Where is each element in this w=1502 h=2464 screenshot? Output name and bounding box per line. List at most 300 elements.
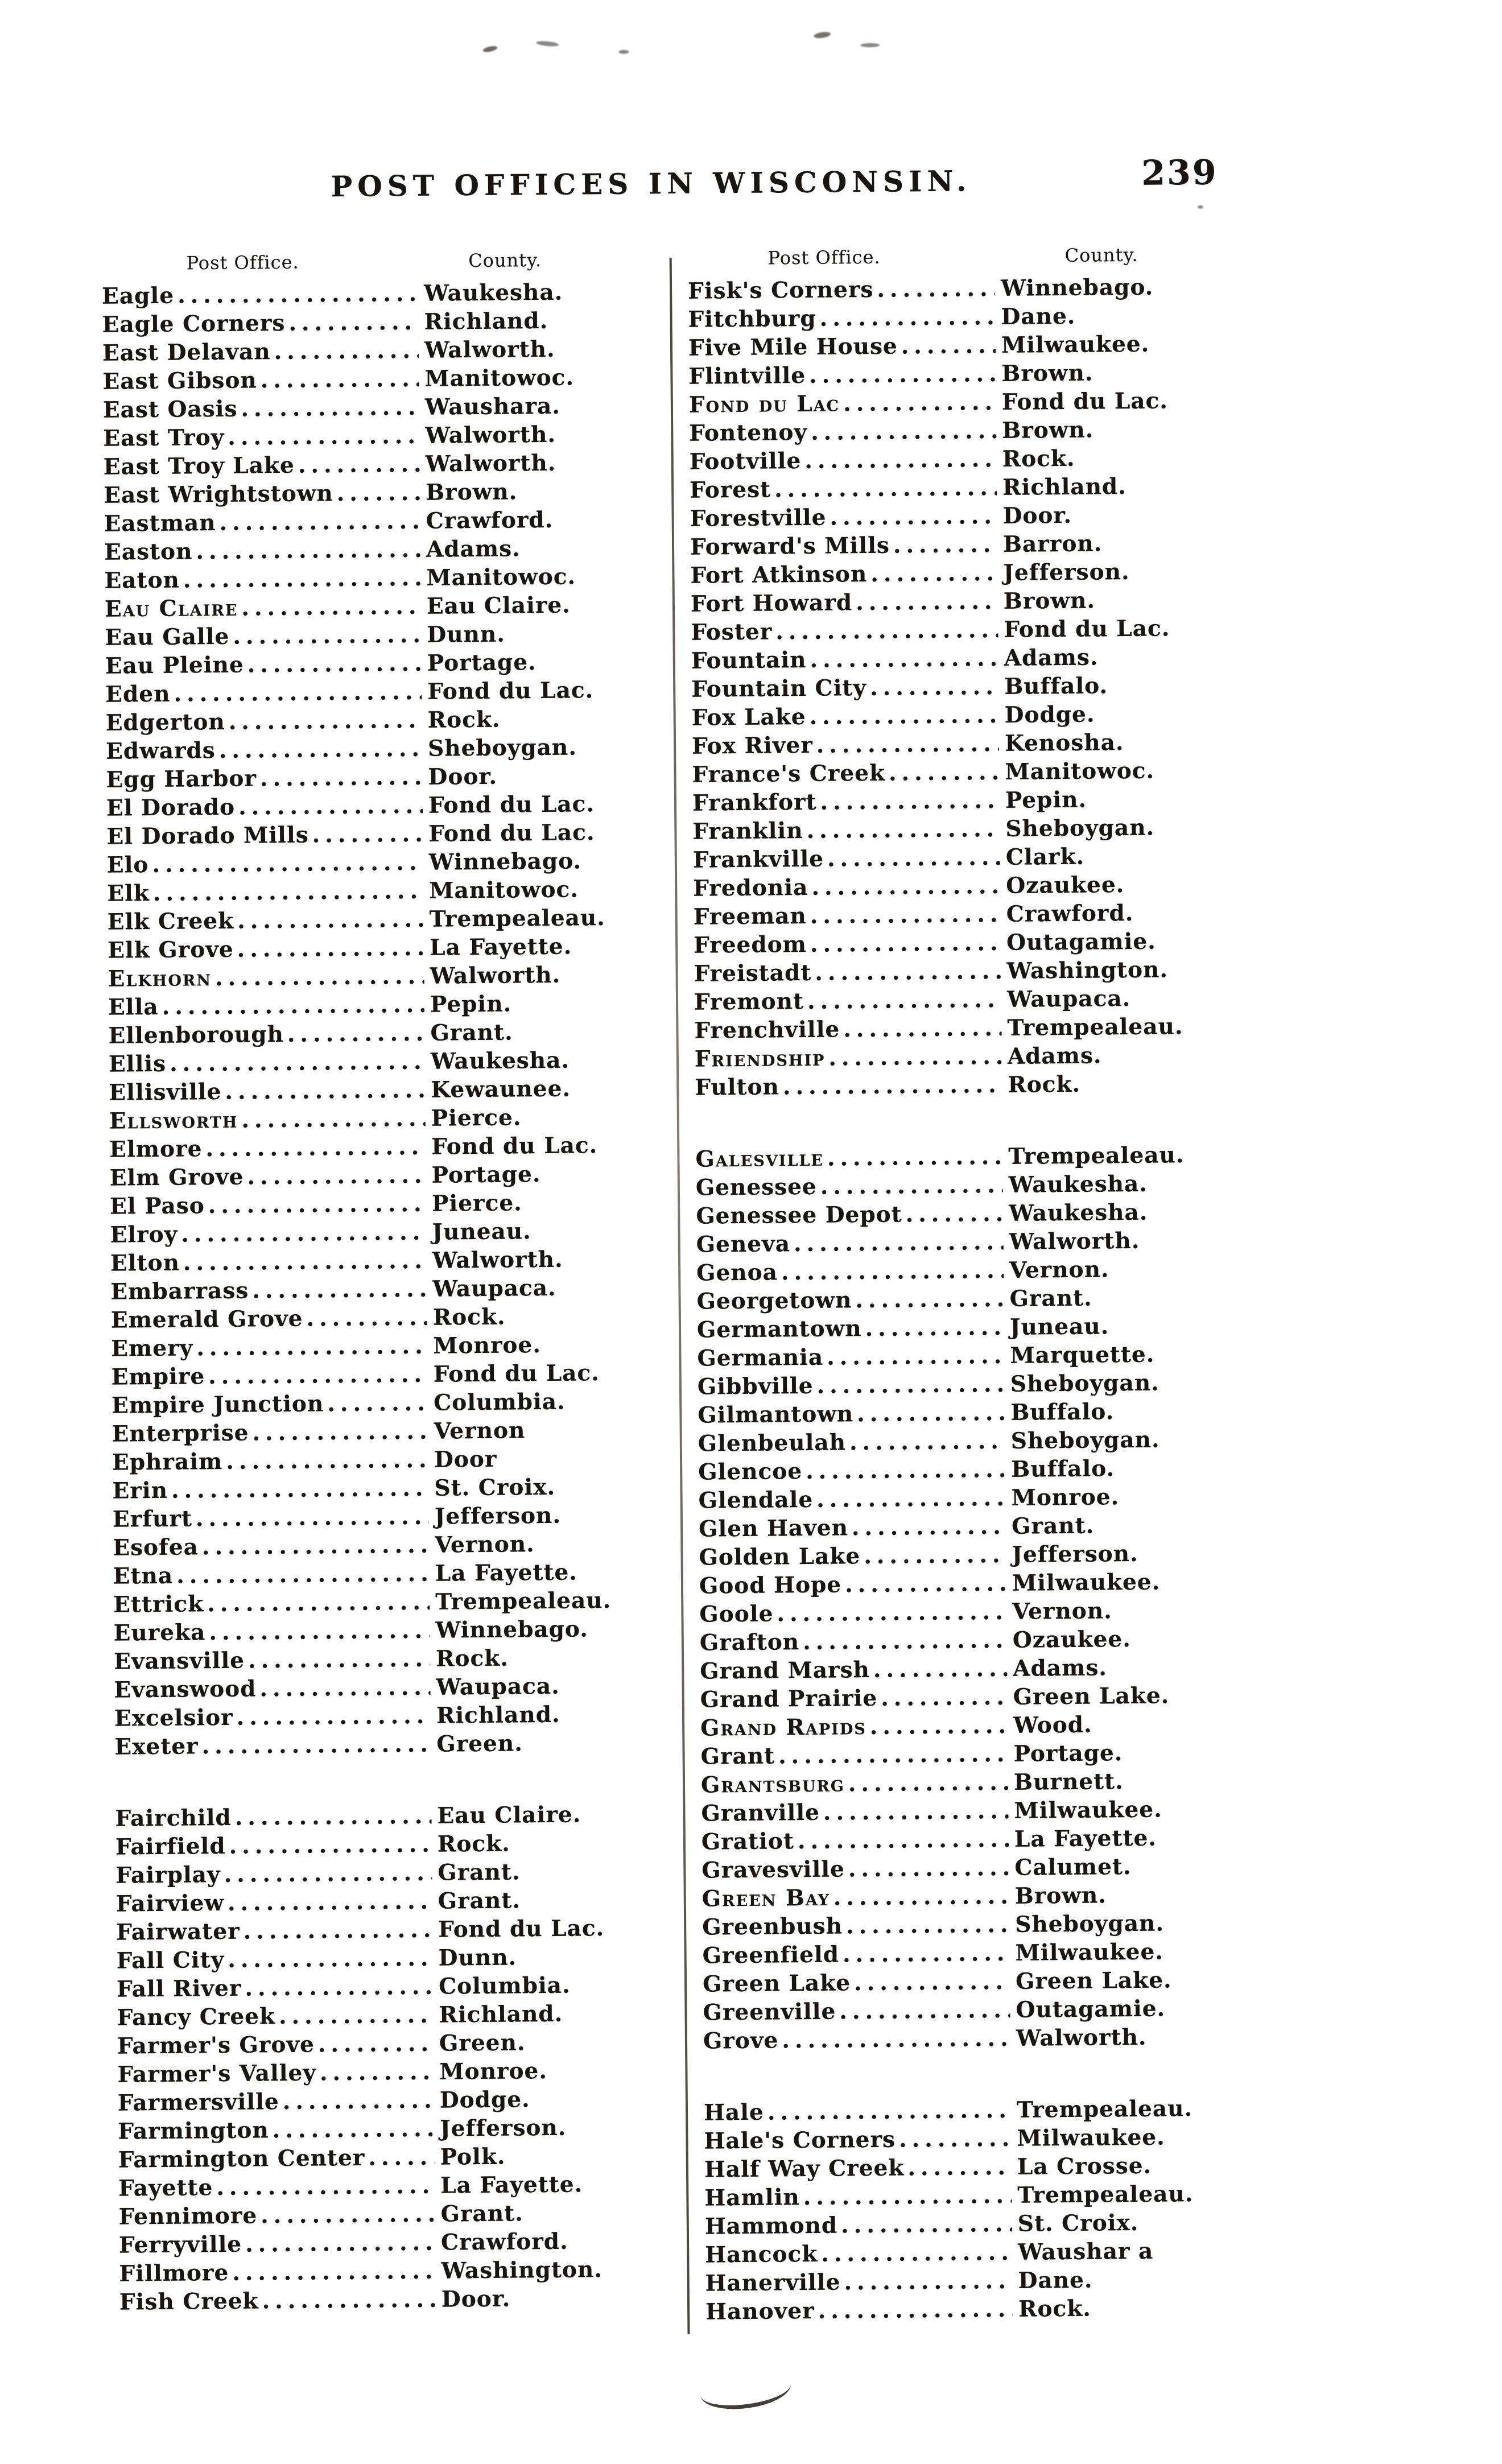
column-left (101, 245, 661, 2316)
entry-lead (110, 1190, 426, 1221)
county-name: Monroe. (433, 1332, 541, 1359)
entry-lead (696, 1285, 1004, 1316)
entry-lead (119, 2257, 435, 2288)
post-office-entry (108, 988, 650, 1021)
entry-lead (112, 1446, 428, 1477)
post-office-name: Elk Creek (107, 907, 234, 935)
post-office-entry (688, 272, 1260, 306)
post-office-name: Fitchburg (688, 305, 816, 333)
post-office-name: Farmersville (117, 2089, 279, 2116)
county-name: Outagamie. (1006, 928, 1156, 956)
entry-lead (702, 1882, 1009, 1913)
county-name: Vernon. (1012, 1598, 1112, 1625)
post-office-entry (696, 1282, 1268, 1316)
entry-lead (109, 1161, 426, 1192)
post-office-entry (105, 647, 647, 680)
county-name: Fond du Lac. (433, 1360, 600, 1388)
entry-lead (113, 1531, 429, 1562)
post-office-entry (693, 841, 1265, 874)
entry-lead (102, 308, 418, 339)
entry-lead (112, 1474, 428, 1505)
post-office-name: East Troy Lake (103, 452, 295, 480)
county-name: Waukesha. (423, 279, 563, 307)
leader-dots (857, 1398, 1005, 1428)
county-name: Rock. (427, 706, 501, 733)
post-office-name: Forward's Mills (690, 532, 890, 560)
county-name: Pierce. (431, 1190, 522, 1217)
post-office-entry (111, 1330, 653, 1363)
post-office-entry (102, 306, 643, 339)
post-office-entry (104, 562, 646, 595)
leader-dots (196, 1332, 427, 1363)
column-divider-rule (670, 258, 690, 2334)
leader-dots (905, 1199, 1003, 1228)
entry-lead (108, 962, 424, 993)
scan-noise (1198, 205, 1203, 209)
county-name: Dodge. (439, 2086, 530, 2114)
post-office-entry (114, 1671, 655, 1704)
entry-lead (696, 1171, 1003, 1202)
leader-dots (843, 1939, 1010, 1969)
entry-lead (117, 2001, 433, 2032)
entry-lead (694, 985, 1001, 1017)
entry-lead (112, 1417, 428, 1448)
leader-dots (237, 905, 424, 935)
post-office-entry (106, 818, 648, 851)
post-office-entry (106, 704, 647, 737)
post-office-entry (698, 1368, 1269, 1401)
county-name: Calumet. (1014, 1854, 1132, 1881)
county-name: Vernon. (435, 1531, 535, 1558)
county-name: Rock. (435, 1645, 509, 1672)
section-gap (115, 1756, 657, 1804)
county-name: Trempealeau. (1008, 1142, 1185, 1170)
post-office-name: Ella (108, 993, 159, 1021)
post-office-name: East Gibson (102, 367, 257, 395)
leader-dots (209, 1616, 430, 1646)
leader-dots (803, 2181, 1012, 2211)
county-name: St. Croix. (1017, 2209, 1139, 2237)
post-office-entry (117, 1970, 658, 2003)
entry-lead (700, 1683, 1008, 1714)
leader-dots (794, 1228, 1004, 1258)
post-office-entry (705, 2207, 1277, 2241)
post-office-entry (691, 670, 1263, 704)
post-office-entry (104, 505, 645, 538)
leader-dots (283, 2086, 435, 2116)
post-office-name: Eau Pleine (105, 651, 244, 679)
post-office-name: Easton (104, 538, 193, 566)
leader-dots (259, 1673, 431, 1703)
post-office-name: Green Bay (702, 1884, 831, 1912)
post-office-name: Forestville (690, 504, 827, 532)
post-office-entry (106, 732, 647, 765)
entry-lead (704, 2124, 1011, 2156)
post-office-entry (114, 1728, 656, 1761)
entry-lead (694, 1014, 1001, 1045)
county-name: Green. (436, 1730, 523, 1757)
entry-lead (104, 478, 420, 510)
post-office-name: Egg Harbor (106, 765, 257, 793)
entry-lead (699, 1598, 1006, 1629)
entry-lead (705, 2295, 1013, 2326)
leader-dots (205, 1133, 426, 1163)
county-name: Vernon (434, 1417, 526, 1444)
post-office-name: Genessee (695, 1173, 817, 1201)
county-name: Juneau. (432, 1218, 531, 1245)
county-name: Pepin. (430, 990, 512, 1018)
county-name: Grant. (1011, 1512, 1095, 1540)
county-name: Kenosha. (1004, 729, 1124, 757)
leader-dots (901, 331, 996, 360)
county-name: Rock. (1008, 1071, 1081, 1098)
county-name: Outagamie. (1016, 1995, 1166, 2023)
leader-dots (816, 1370, 1005, 1400)
post-office-name: Germantown (696, 1315, 862, 1343)
leader-dots (782, 2024, 1010, 2055)
post-office-entry (108, 931, 649, 964)
leader-dots (225, 1076, 425, 1106)
entry-lead (114, 1673, 430, 1704)
county-name: Grant. (1009, 1285, 1092, 1312)
scan-noise (618, 50, 629, 54)
post-office-name: Hammond (704, 2212, 838, 2240)
entry-lead (704, 2153, 1012, 2184)
post-office-entry (689, 386, 1261, 419)
post-office-name: Eastman (104, 509, 216, 537)
entry-lead (113, 1559, 430, 1591)
leader-dots (208, 1360, 428, 1390)
leader-dots (804, 445, 997, 475)
post-office-name: Fountain City (691, 675, 867, 703)
county-name: Richland. (424, 307, 548, 335)
post-office-name: East Troy (103, 424, 225, 452)
post-office-entry (690, 528, 1262, 562)
post-office-name: Frenchville (694, 1016, 840, 1044)
county-name: Sheboygan. (1010, 1426, 1160, 1454)
leader-dots (778, 1740, 1008, 1770)
leader-dots (803, 1626, 1007, 1656)
post-office-name: Fontenoy (689, 419, 808, 447)
leader-dots (201, 1730, 431, 1761)
post-office-name: Foster (691, 618, 773, 646)
entry-lead (119, 2228, 435, 2260)
county-name: Winnebago. (1000, 274, 1154, 302)
entry-lead (688, 360, 996, 391)
post-office-entry (108, 1017, 650, 1050)
post-office-entry (109, 1074, 650, 1107)
leader-dots (174, 678, 422, 708)
leader-dots (854, 1967, 1010, 1997)
county-name: Milwaukee. (1001, 331, 1150, 358)
post-office-name: Fairfield (115, 1832, 226, 1860)
post-office-entry (104, 533, 646, 566)
scan-mark (698, 2366, 793, 2414)
leader-dots (783, 1071, 1002, 1101)
post-office-entry (702, 1937, 1274, 1970)
post-office-name: Gratiot (701, 1828, 795, 1855)
county-name: Barron. (1002, 530, 1103, 558)
leader-dots (183, 1247, 427, 1277)
post-office-entry (102, 334, 644, 367)
leader-dots (202, 1531, 430, 1561)
post-office-name: Fort Atkinson (690, 561, 868, 589)
leader-dots (215, 962, 424, 992)
entry-lead (692, 758, 999, 789)
post-office-name: Eau Galle (105, 623, 230, 651)
entry-lead (696, 1199, 1003, 1231)
post-office-entry (700, 1709, 1272, 1743)
county-name: Waukesha. (1009, 1199, 1148, 1227)
leader-dots (843, 388, 996, 418)
entry-lead (116, 1916, 432, 1947)
post-office-name: Freeman (693, 902, 807, 930)
county-name: Dane. (1001, 303, 1076, 330)
leader-dots (774, 473, 997, 503)
post-office-entry (702, 1823, 1273, 1856)
entry-lead (113, 1588, 430, 1619)
post-office-name: Fremont (694, 988, 804, 1016)
entry-lead (701, 1797, 1008, 1828)
post-office-entry (700, 1737, 1272, 1771)
leader-dots (848, 1768, 1009, 1798)
entry-lead (690, 530, 997, 562)
entry-lead (689, 388, 996, 419)
post-office-entry (702, 1908, 1274, 1942)
post-office-entry (113, 1586, 655, 1619)
post-office-entry (110, 1273, 652, 1306)
entry-lead (688, 303, 995, 334)
entry-lead (110, 1218, 426, 1249)
entry-lead (691, 587, 998, 618)
post-office-entry (691, 585, 1262, 618)
post-office-name: Geneva (696, 1231, 791, 1258)
post-office-entry (699, 1567, 1271, 1600)
entry-lead (692, 729, 999, 761)
post-office-name: El Dorado (106, 794, 236, 822)
post-office-name: Golden Lake (699, 1543, 861, 1571)
leader-dots (823, 1797, 1009, 1827)
post-office-name: Grafton (699, 1629, 800, 1656)
post-office-name: Edgerton (105, 708, 225, 736)
post-office-entry (690, 471, 1261, 505)
post-office-entry (112, 1415, 653, 1448)
column-header (101, 245, 643, 277)
post-office-name: Frankfort (692, 789, 817, 816)
post-office-name: Eureka (113, 1619, 206, 1646)
county-name: Jefferson. (440, 2114, 567, 2142)
entry-lead (691, 644, 998, 675)
post-office-name: Etna (113, 1562, 174, 1590)
post-office-entry (688, 329, 1260, 362)
leader-dots (846, 1910, 1010, 1941)
leader-dots (855, 1285, 1004, 1314)
entry-lead (102, 365, 419, 396)
entry-lead (118, 2172, 435, 2203)
leader-dots (775, 616, 998, 646)
post-office-name: Hanerville (705, 2269, 841, 2297)
leader-dots (207, 1588, 430, 1618)
post-office-entry (700, 1652, 1272, 1686)
leader-dots (252, 1275, 427, 1305)
post-office-entry (700, 1681, 1272, 1714)
post-office-name: Edwards (105, 737, 216, 765)
post-office-name: Fredonia (693, 874, 808, 902)
leader-dots (232, 2257, 436, 2287)
post-office-entry (698, 1481, 1270, 1515)
entry-lead (693, 843, 1000, 874)
leader-dots (864, 1541, 1006, 1570)
leader-dots (767, 2096, 1012, 2127)
entry-lead (105, 592, 421, 624)
entry-lead (699, 1512, 1006, 1543)
county-name: Manitowoc. (1005, 757, 1155, 785)
entry-lead (102, 279, 418, 311)
leader-dots (306, 1303, 427, 1333)
post-office-entry (111, 1301, 653, 1334)
county-name: Green Lake. (1015, 1967, 1172, 1995)
post-office-entry (704, 2151, 1276, 2184)
county-name: Marquette. (1010, 1341, 1155, 1369)
county-name: Walworth. (425, 421, 556, 449)
county-name: Waupaca. (432, 1274, 556, 1302)
column-header-county: County. (468, 249, 542, 272)
post-office-entry (113, 1529, 654, 1562)
leader-dots (368, 2143, 435, 2172)
post-office-entry (105, 618, 646, 651)
county-name: Brown. (1014, 1882, 1107, 1909)
section-gap (695, 1097, 1268, 1145)
leader-dots (152, 848, 423, 879)
entry-lead (117, 2058, 434, 2089)
county-name: Grant. (438, 1887, 521, 1914)
county-name: Waupaca. (1006, 985, 1131, 1013)
leader-dots (216, 2172, 435, 2202)
post-office-entry (696, 1225, 1268, 1259)
leader-dots (228, 1887, 432, 1917)
county-name: Walworth. (430, 961, 561, 989)
county-name: Brown. (1002, 416, 1094, 444)
section-gap (703, 2050, 1276, 2099)
post-office-name: Fish Creek (119, 2288, 259, 2316)
post-office-entry (694, 898, 1265, 931)
post-office-entry (110, 1244, 652, 1277)
post-office-name: Elm Grove (109, 1163, 244, 1191)
post-office-entry (698, 1396, 1269, 1430)
county-name: Columbia. (438, 1972, 571, 2000)
county-name: Crawford. (1006, 899, 1134, 927)
post-office-entry (704, 2094, 1276, 2127)
post-office-entry (699, 1510, 1270, 1543)
leader-dots (260, 763, 423, 793)
leader-dots (241, 592, 421, 622)
post-office-entry (104, 476, 645, 509)
entry-lead (695, 1071, 1002, 1102)
post-office-entry (693, 869, 1265, 903)
post-office-name: Goole (699, 1600, 774, 1628)
post-office-name: Embarrass (110, 1277, 249, 1305)
entry-lead (107, 848, 423, 880)
leader-dots (827, 843, 1000, 873)
county-name: Buffalo. (1011, 1455, 1115, 1483)
post-office-entry (118, 2198, 660, 2231)
leader-dots (228, 422, 419, 452)
post-office-entry (106, 761, 647, 794)
county-name: Walworth. (424, 336, 555, 364)
leader-dots (287, 1019, 425, 1049)
post-office-name: Grand Marsh (700, 1657, 870, 1685)
entry-lead (698, 1370, 1005, 1401)
entry-lead (113, 1616, 430, 1648)
post-office-name: Fayette (118, 2174, 213, 2202)
post-office-name: El Dorado Mills (106, 822, 309, 850)
post-office-name: Grand Rapids (700, 1714, 866, 1741)
entry-lead (696, 1256, 1004, 1287)
post-office-name: Fall City (116, 1946, 225, 1974)
entry-lead (116, 1887, 432, 1918)
post-office-entry (692, 812, 1264, 846)
entry-lead (115, 1830, 432, 1862)
leader-dots (176, 1559, 430, 1590)
post-office-name: Ellisville (109, 1078, 222, 1106)
post-office-name: Greenville (703, 1998, 836, 2026)
entry-lead (115, 1802, 431, 1833)
entry-lead (702, 1910, 1009, 1942)
leader-dots (241, 1104, 426, 1134)
entry-lead (698, 1398, 1005, 1430)
leader-dots (288, 308, 419, 337)
post-office-name: Half Way Creek (704, 2155, 905, 2183)
county-name: Adams. (1013, 1654, 1108, 1682)
post-office-name: Elo (106, 852, 149, 878)
post-office-entry (690, 500, 1261, 533)
entry-lead (695, 1042, 1002, 1074)
post-office-name: Greenfield (702, 1941, 840, 1969)
county-name: Grant. (438, 1859, 521, 1886)
entry-lead (118, 2143, 435, 2174)
post-office-name: Evanswood (114, 1675, 257, 1703)
post-office-name: Eaton (104, 567, 180, 594)
entry-lead (105, 621, 421, 652)
post-office-entry (105, 675, 647, 708)
entry-lead (115, 1859, 432, 1890)
leader-dots (820, 1171, 1003, 1201)
post-office-entry (117, 1999, 658, 2032)
post-office-name: Exeter (114, 1733, 199, 1760)
post-office-name: Elkhorn (108, 965, 212, 992)
entry-lead (113, 1503, 429, 1534)
post-office-name: Elton (110, 1249, 180, 1277)
post-office-name: Green Lake (702, 1970, 851, 1997)
post-office-entry (703, 1965, 1274, 1999)
post-office-name: Franklin (692, 818, 803, 845)
leader-dots (252, 1417, 428, 1447)
column-header (687, 240, 1259, 273)
county-name: Fond du Lac. (1004, 615, 1170, 643)
post-office-name: Fort Howard (690, 589, 853, 617)
entry-lead (705, 2238, 1012, 2269)
post-office-entry (118, 2141, 660, 2174)
leader-dots (219, 734, 423, 765)
county-name: Columbia. (433, 1388, 566, 1416)
county-name: Adams. (1004, 644, 1099, 671)
county-name: Brown. (426, 478, 518, 506)
post-office-entry (110, 1216, 651, 1249)
post-office-name: Fairplay (115, 1862, 221, 1889)
post-office-name: Empire (111, 1363, 205, 1390)
county-name: Ozaukee. (1006, 872, 1125, 899)
post-office-entry (114, 1642, 655, 1675)
